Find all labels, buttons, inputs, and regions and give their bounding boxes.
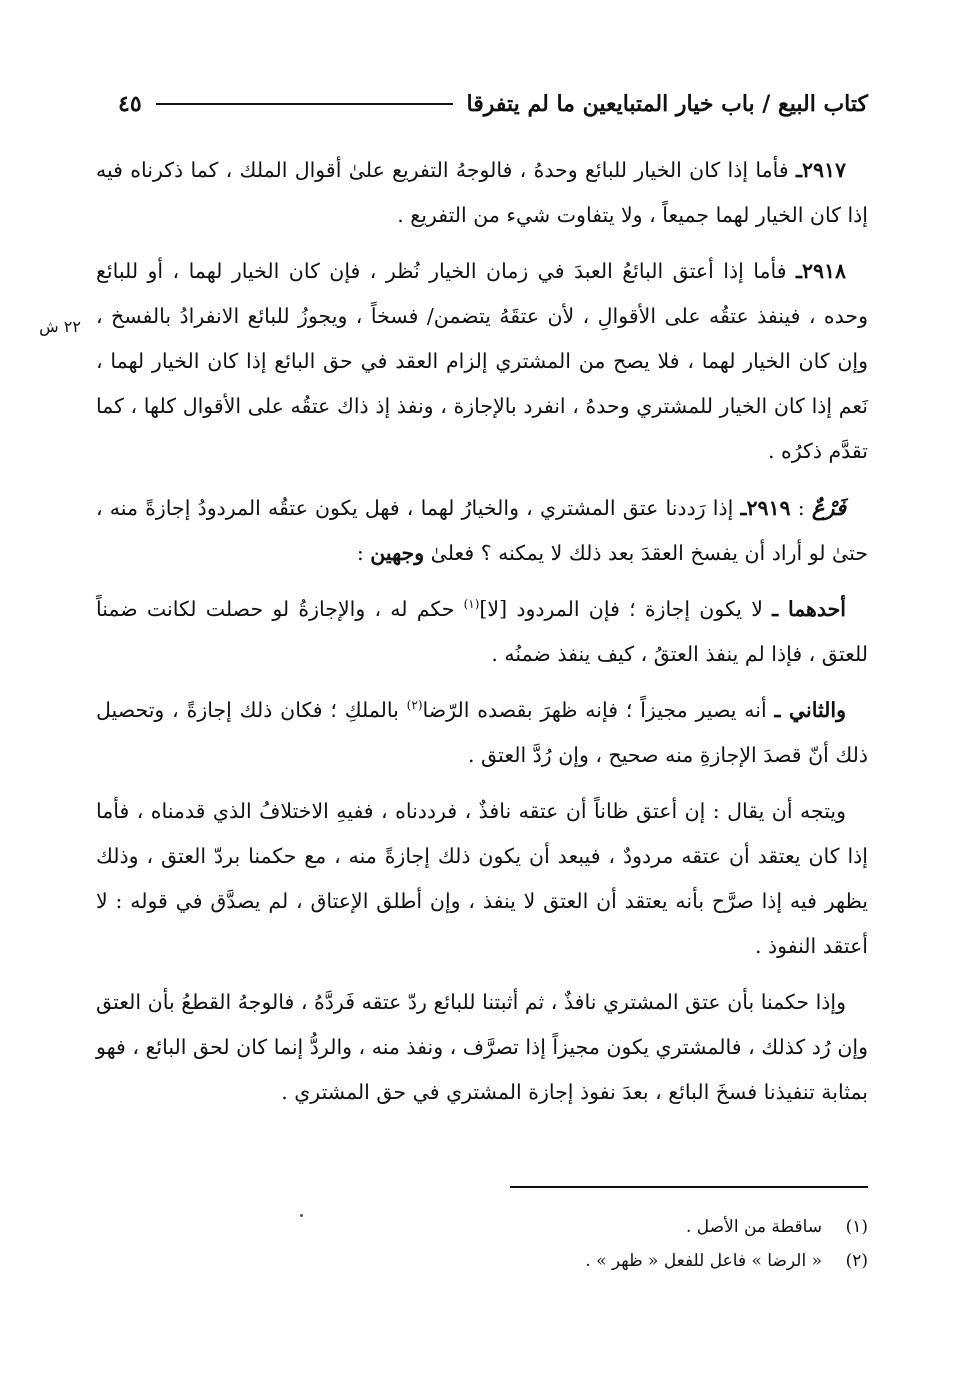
paragraph-text: فأما إذا كان الخيار للبائع وحدهُ ، فالوجهُ التفريع علىٰ أقوال الملك ، كما ذكرناه فيه إذا كان الخيار لهما جميعاً ، ولا يتفاوت شيء من التفريع . [96, 158, 868, 227]
footnote-1 [380, 1210, 868, 1244]
view-lead: أحدهما ـ [772, 597, 846, 621]
paragraph-text-b: حكم له ، والإجازةُ لو حصلت لكانت ضمناً للعتق ، فإذا لم ينفذ العتقُ ، كيف ينفذ ضمنُه . [96, 597, 868, 666]
paragraph-text: فأما إذا أعتق البائعُ العبدَ في زمان الخيار نُظر ، فإن كان الخيار لهما ، أو للبائع وحده ، فينفذ عتقُه على الأقوالِ ، لأن عتقَهُ يتضمن/ فسخاً ، ويجوزُ للبائع الانفرادُ بالفسخ ، وإن كان الخيار لهما ، فلا يصح من المشتري إلزام العقد في حق البائع إذا كان الخيار لهما ، نَعم إذا كان الخيار للمشتري وحدهُ ، انفرد بالإجازة ، ونفذ إذ ذاك عتقُه على الأقوال كلها ، كما تقدَّم ذكرُه . [96, 259, 868, 463]
paragraph-first-view [96, 587, 868, 677]
footnote-text: ساقطة من الأصل . [686, 1217, 822, 1237]
paragraph-number: ٢٩١٨ـ [795, 259, 846, 283]
paragraph-2919 [96, 485, 868, 576]
footnote-ref-2: (٢) [406, 698, 423, 713]
page-number: ٤٥ [118, 91, 142, 117]
paragraph-text: ويتجه أن يقال : إن أعتق ظاناً أن عتقه نافذٌ ، فرددناه ، ففيهِ الاختلافُ الذي قدمناه ، فأما إذا كان يعتقد أن عتقه مردودٌ ، فيبعد أن يكون ذلك إجازةً منه ، مع حكمنا بردّ العتق ، وذلك يظهر فيه إذا صرَّح بأنه يعتقد أن العتق لا ينفذ ، وإن أطلق الإعتاق ، لم يصدَّق في قوله : لا أعتقد النفوذ . [96, 799, 868, 958]
margin-note: ٢٢ ش [39, 317, 81, 336]
footnote-2 [380, 1244, 868, 1278]
footnote-mark: (٢) [845, 1251, 868, 1271]
running-title: كتاب البيع / باب خيار المتبايعين ما لم يتفرقا [466, 91, 868, 117]
paragraph-text-b: بالملكِ ؛ فكان ذلك إجازةً ، وتحصيل ذلك أنّ قصدَ الإجازةِ منه صحيح ، وإن رُدَّ العتق . [96, 698, 868, 767]
print-speck [300, 1214, 303, 1217]
paragraph-conclusion [96, 980, 868, 1115]
footnote-text: « الرضا » فاعل للفعل « ظهر » . [585, 1251, 822, 1271]
paragraph-end: : [356, 541, 371, 565]
main-text [96, 148, 868, 1126]
paragraph-text: إذا رَددنا عتق المشتري ، والخيارُ لهما ، فهل يكون عتقُه المردودُ إجازةً منه ، حتىٰ لو أراد أن يفسخ العقدَ بعد ذلك لا يمكنه ؟ فعلىٰ [96, 496, 868, 565]
header-rule [156, 103, 453, 105]
paragraph-2918 [96, 249, 868, 474]
paragraph-number: ٢٩١٩ـ [740, 496, 791, 520]
footnote-rule [510, 1186, 868, 1188]
running-header [118, 84, 868, 124]
far-label: فَرْعٌ [811, 495, 846, 520]
footnotes [380, 1210, 868, 1278]
paragraph-discussion [96, 789, 868, 969]
footnote-mark: (١) [845, 1217, 868, 1237]
paragraph-number: ٢٩١٧ـ [795, 158, 846, 182]
paragraph-second-view [96, 688, 868, 778]
bold-term: وجهين [370, 541, 425, 565]
paragraph-text: وإذا حكمنا بأن عتق المشتري نافذٌ ، ثم أثبتنا للبائع ردّ عتقه فَردَّهُ ، فالوجهُ القطعُ بأن العتق وإن رُد كذلك ، فالمشتري يكون مجيزاً إذا تصرَّف ، ونفذ منه ، والردُّ إنما كان لحق البائع ، فهو بمثابة تنفيذنا فسخَ البائع ، بعدَ نفوذ إجازة المشتري في حق المشتري . [96, 990, 868, 1104]
paragraph-2917 [96, 148, 868, 238]
view-lead: والثاني ـ [774, 698, 846, 722]
label-separator: : [790, 496, 812, 520]
footnote-ref-1: (١) [463, 597, 480, 612]
paragraph-text-a: لا يكون إجازة ؛ فإن المردود [لا] [479, 597, 773, 621]
paragraph-text-a: أنه يصير مجيزاً ؛ فإنه ظهرَ بقصده الرّضا [422, 698, 775, 722]
